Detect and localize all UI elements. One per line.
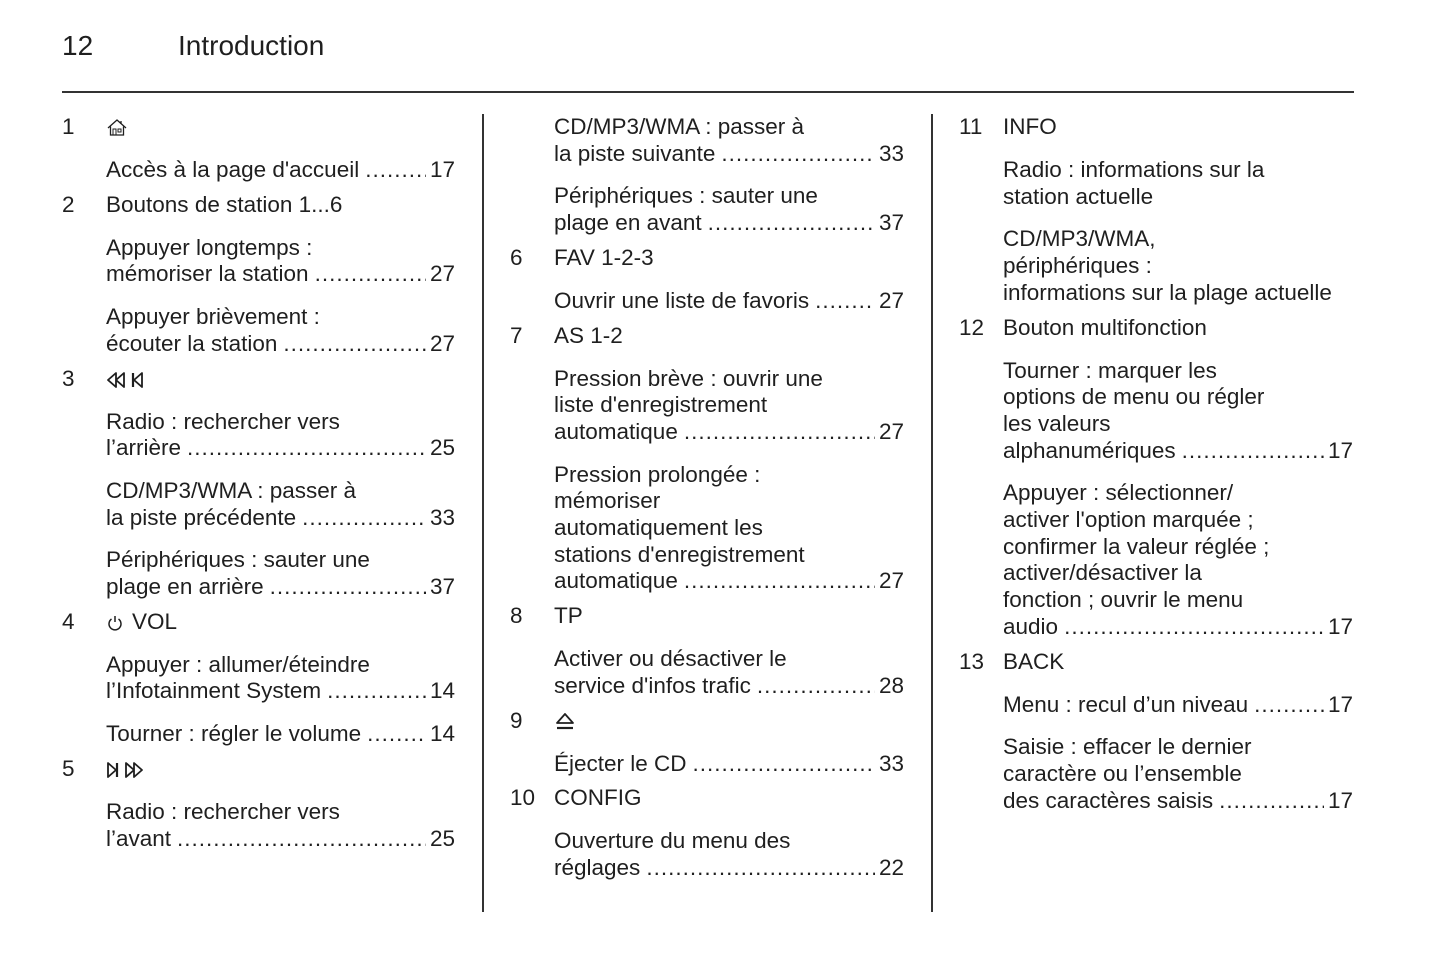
description-text: plage en arrière <box>106 574 264 600</box>
entry-description <box>510 751 904 778</box>
page-reference-link[interactable]: 33 <box>429 504 455 530</box>
control-number: 11 <box>959 114 983 139</box>
description-line: CD/MP3/WMA : passer à <box>554 114 805 139</box>
power-icon <box>106 614 124 632</box>
control-number: 6 <box>510 244 523 270</box>
dot-leader <box>684 419 875 446</box>
description-text: la piste précédente <box>106 504 297 530</box>
control-number: 4 <box>62 608 75 634</box>
description-text: mémoriser la station <box>106 261 309 287</box>
toc-line <box>1003 614 1353 641</box>
control-entry-heading <box>510 603 904 630</box>
entry-description <box>62 478 455 531</box>
description-line: fonction ; ouvrir le menu <box>1003 587 1244 613</box>
description-line: Pression prolongée : <box>554 461 761 487</box>
control-number: 7 <box>510 322 523 348</box>
description-text: des caractères saisis <box>1003 787 1214 813</box>
column-3 <box>959 114 1353 814</box>
dot-leader <box>315 261 426 288</box>
description-line: périphériques : <box>1003 253 1152 279</box>
description-text: Éjecter le CD <box>554 750 687 776</box>
description-text: plage en avant <box>554 210 702 236</box>
toc-line <box>554 751 904 778</box>
control-entry-heading <box>62 366 455 393</box>
description-line: mémoriser <box>554 488 661 514</box>
description-line: Appuyer brièvement : <box>106 304 320 330</box>
description-line: Activer ou désactiver le <box>554 646 787 672</box>
page-reference-link[interactable]: 14 <box>429 678 455 704</box>
entry-description <box>959 692 1353 719</box>
column-divider <box>482 114 484 912</box>
entry-description <box>62 799 455 852</box>
description-line: Appuyer : allumer/éteindre <box>106 651 370 677</box>
page-reference-link[interactable]: 14 <box>429 721 455 747</box>
page-reference-link[interactable]: 22 <box>878 854 904 880</box>
seek-forward-icon <box>106 761 146 779</box>
description-line: Pression brève : ouvrir une <box>554 365 823 391</box>
page-title: Introduction <box>178 30 325 61</box>
column-divider <box>931 114 933 912</box>
header-rule <box>62 91 1354 93</box>
description-line: Radio : rechercher vers <box>106 408 340 434</box>
toc-line <box>106 157 455 184</box>
toc-line <box>106 261 455 288</box>
dot-leader <box>177 826 426 853</box>
toc-line <box>554 568 904 595</box>
page-reference-link[interactable]: 28 <box>878 672 904 698</box>
description-text: Tourner : régler le volume <box>106 721 362 747</box>
control-number: 9 <box>510 707 523 733</box>
description-text: l’arrière <box>106 435 182 461</box>
seek-back-icon <box>106 371 146 389</box>
toc-line <box>106 721 455 748</box>
toc-line <box>1003 692 1353 719</box>
control-entry-heading <box>62 609 455 636</box>
control-number: 1 <box>62 114 75 139</box>
toc-line <box>1003 788 1353 815</box>
description-line: Périphériques : sauter une <box>106 547 370 573</box>
description-line: confirmer la valeur réglée ; <box>1003 533 1270 559</box>
page-header <box>62 28 1354 92</box>
page-reference-link[interactable]: 27 <box>878 418 904 444</box>
control-number: 13 <box>959 648 985 674</box>
toc-line <box>106 574 455 601</box>
dot-leader <box>1182 438 1324 465</box>
toc-line <box>106 331 455 358</box>
page-number: 12 <box>62 30 94 61</box>
control-label: Bouton multifonction <box>1003 314 1207 340</box>
dot-leader <box>684 568 875 595</box>
toc-line <box>106 678 455 705</box>
description-text: Ouvrir une liste de favoris <box>554 287 810 313</box>
entry-description <box>62 547 455 600</box>
description-line: CD/MP3/WMA, <box>1003 226 1156 252</box>
description-text: Menu : recul d’un niveau <box>1003 691 1249 717</box>
page-reference-link[interactable]: 27 <box>878 287 904 313</box>
description-text: audio <box>1003 613 1059 639</box>
toc-line <box>106 505 455 532</box>
page-reference-link[interactable]: 17 <box>1327 691 1353 717</box>
entry-description <box>959 157 1353 210</box>
description-line: activer l'option marquée ; <box>1003 507 1254 533</box>
control-entry-heading <box>959 649 1353 676</box>
toc-line <box>106 826 455 853</box>
page-reference-link[interactable]: 27 <box>429 330 455 356</box>
description-text: alphanumériques <box>1003 437 1176 463</box>
dot-leader <box>646 855 875 882</box>
dot-leader <box>708 210 875 237</box>
control-entry-heading <box>62 114 455 141</box>
control-entry-heading <box>62 192 455 219</box>
description-line: stations d'enregistrement <box>554 541 805 567</box>
dot-leader <box>187 435 426 462</box>
entry-description <box>510 462 904 596</box>
entry-description <box>510 366 904 446</box>
dot-leader <box>815 288 875 315</box>
control-entry-heading <box>959 315 1353 342</box>
control-number: 12 <box>959 314 985 340</box>
page-reference-link[interactable]: 37 <box>878 210 904 236</box>
entry-description <box>959 226 1353 306</box>
control-label: VOL <box>132 608 178 634</box>
control-number: 8 <box>510 603 523 629</box>
control-label: Boutons de station 1...6 <box>106 191 343 217</box>
entry-description <box>62 157 455 184</box>
page-reference-link[interactable]: 17 <box>1327 787 1353 813</box>
dot-leader <box>693 751 875 778</box>
dot-leader <box>270 574 426 601</box>
page-reference-link[interactable]: 25 <box>429 435 455 461</box>
dot-leader <box>367 721 426 748</box>
control-label: TP <box>554 603 583 629</box>
dot-leader <box>1219 788 1324 815</box>
home-icon <box>106 118 128 138</box>
control-label: BACK <box>1003 648 1065 674</box>
control-entry-heading <box>959 114 1353 141</box>
entry-description <box>959 734 1353 814</box>
toc-line <box>554 855 904 882</box>
control-entry-heading <box>510 245 904 272</box>
description-line: caractère ou l’ensemble <box>1003 760 1242 786</box>
entry-description <box>510 828 904 881</box>
description-text: l’avant <box>106 825 172 851</box>
dot-leader <box>283 331 426 358</box>
description-line: Ouverture du menu des <box>554 828 791 854</box>
description-line: Appuyer : sélectionner/ <box>1003 480 1234 506</box>
description-line: CD/MP3/WMA : passer à <box>106 477 357 503</box>
description-line: Tourner : marquer les <box>1003 357 1217 383</box>
dot-leader <box>327 678 426 705</box>
description-line: Appuyer longtemps : <box>106 234 313 260</box>
entry-description <box>510 646 904 699</box>
description-text: l’Infotainment System <box>106 678 322 704</box>
toc-line <box>554 210 904 237</box>
eject-icon <box>554 712 576 732</box>
entry-description <box>62 409 455 462</box>
dot-leader <box>1254 692 1324 719</box>
page-reference-link[interactable]: 37 <box>429 574 455 600</box>
toc-line <box>554 288 904 315</box>
page-reference-link[interactable]: 33 <box>878 140 904 166</box>
control-number: 10 <box>510 785 536 811</box>
page-reference-link[interactable]: 25 <box>429 825 455 851</box>
toc-line <box>106 435 455 462</box>
dot-leader <box>721 141 875 168</box>
page-reference-link[interactable]: 27 <box>878 568 904 594</box>
toc-line <box>554 673 904 700</box>
page-reference-link[interactable]: 27 <box>429 261 455 287</box>
description-text: automatique <box>554 418 678 444</box>
control-entry-heading <box>510 708 904 735</box>
description-line: Radio : informations sur la <box>1003 157 1265 182</box>
description-line: informations sur la plage actuelle <box>1003 279 1332 305</box>
dot-leader <box>365 157 426 184</box>
entry-description <box>62 304 455 357</box>
description-line: station actuelle <box>1003 183 1154 209</box>
control-label: CONFIG <box>554 785 642 811</box>
page-reference-link[interactable]: 17 <box>1327 613 1353 639</box>
description-line: liste d'enregistrement <box>554 392 768 418</box>
description-line: activer/désactiver la <box>1003 560 1202 586</box>
control-entry-heading <box>510 785 904 812</box>
page-reference-link[interactable]: 17 <box>1327 437 1353 463</box>
description-text: réglages <box>554 854 641 880</box>
toc-line <box>554 141 904 168</box>
description-line: Périphériques : sauter une <box>554 183 818 209</box>
control-label: AS 1-2 <box>554 322 623 348</box>
toc-line <box>1003 438 1353 465</box>
control-number: 2 <box>62 191 75 217</box>
control-label: FAV 1-2-3 <box>554 244 654 270</box>
column-1 <box>62 114 455 852</box>
description-text: Accès à la page d'accueil <box>106 157 360 182</box>
entry-description <box>510 183 904 236</box>
description-text: automatique <box>554 568 678 594</box>
description-line: Saisie : effacer le dernier <box>1003 734 1252 760</box>
page-reference-link[interactable]: 33 <box>878 750 904 776</box>
toc-line <box>554 419 904 446</box>
control-entry-heading <box>510 323 904 350</box>
entry-description <box>62 235 455 288</box>
entry-description <box>62 652 455 705</box>
column-2 <box>510 114 904 882</box>
description-text: service d'infos trafic <box>554 672 751 698</box>
description-line: Radio : rechercher vers <box>106 798 340 824</box>
description-text: écouter la station <box>106 330 278 356</box>
description-line: automatiquement les <box>554 515 763 541</box>
control-number: 5 <box>62 755 75 781</box>
entry-description <box>510 288 904 315</box>
dot-leader <box>757 673 875 700</box>
dot-leader <box>1064 614 1324 641</box>
page-reference-link[interactable]: 17 <box>429 157 455 182</box>
description-text: la piste suivante <box>554 140 716 166</box>
dot-leader <box>302 505 426 532</box>
entry-description <box>959 480 1353 640</box>
control-number: 3 <box>62 365 75 391</box>
entry-description <box>510 114 904 167</box>
control-label: INFO <box>1003 114 1057 139</box>
description-line: options de menu ou régler <box>1003 384 1265 410</box>
entry-description <box>62 721 455 748</box>
entry-description <box>959 358 1353 465</box>
control-entry-heading <box>62 756 455 783</box>
description-line: les valeurs <box>1003 410 1111 436</box>
